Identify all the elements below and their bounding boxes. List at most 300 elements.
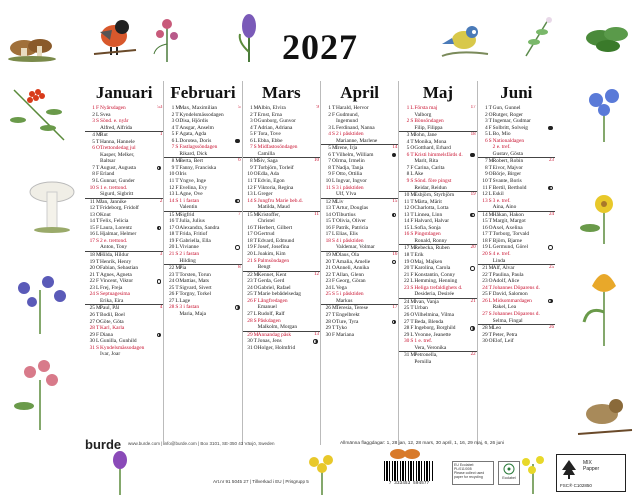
day-row (478, 264, 555, 272)
weekday-letter: O (410, 258, 415, 265)
moon-phase-icon (235, 305, 240, 310)
day-number: 7 (328, 158, 331, 165)
weekday-letter: T (175, 178, 179, 185)
week-number: 16 (392, 252, 398, 258)
day-name-text: Midfastosöndagen (257, 144, 298, 151)
day-number: 3 (249, 118, 253, 125)
day-number: 10 (168, 171, 175, 178)
weekday-letter: M (410, 298, 416, 305)
day-number: 1 (328, 105, 331, 111)
day-number: 16 (247, 224, 253, 231)
weekday-letter: S (332, 291, 335, 298)
weekday-letter: M (96, 252, 101, 259)
day-name-text: Nadja, Tanja (336, 164, 364, 171)
weekday-letter: M (253, 331, 259, 338)
month-column-mars (242, 81, 320, 445)
bullfinch-bird-icon (92, 14, 138, 58)
day-number: 11 (404, 198, 410, 205)
day-number: 19 (325, 252, 331, 259)
weekday-letter: S (96, 184, 99, 191)
weekday-letter: O (410, 311, 415, 318)
day-name-text: Hemming, Henning (414, 278, 458, 285)
weekday-letter: F (332, 171, 335, 178)
weekday-letter: F (175, 291, 179, 298)
weekday-letter: F (175, 184, 179, 191)
weekday-letter: S (175, 251, 179, 258)
weekday-letter: F (96, 278, 99, 285)
day-number: 20 (89, 265, 95, 272)
day-row (321, 332, 398, 339)
day-name-text: Trettondedag jul (100, 145, 136, 152)
weekday-letter: M (253, 271, 259, 278)
day-name-text: 2 e. trettond. (100, 237, 128, 244)
day-row (243, 345, 320, 352)
day-name-text: Teresia, Terese (336, 305, 369, 312)
day-number: 17 (247, 231, 253, 238)
day-name-text: Hanna, Hannele (100, 138, 135, 145)
day-number: 27 (168, 297, 175, 304)
weekday-letter: T (253, 124, 257, 131)
day-name-text: Ingeborg, Borghild (414, 325, 456, 332)
pink-blossom-icon (4, 350, 76, 430)
day-number: 22 (325, 271, 331, 278)
day-name-text: Greger (257, 191, 273, 198)
weekday-letter: O (96, 211, 100, 218)
day-number: 6 (328, 151, 331, 158)
day-name-text: Första maj (414, 105, 438, 111)
day-number: 29 (403, 331, 410, 338)
day-name-text: Sigvard, Sivert (179, 284, 212, 291)
day-number: 2 (484, 111, 488, 118)
weekday-letter: T (410, 198, 414, 205)
day-name-text: Urban (414, 305, 428, 312)
weekday-letter: T (332, 258, 336, 265)
day-name-text: Felix, Felicia (100, 218, 129, 225)
weekday-letter: M (410, 352, 416, 359)
weekday-letter: L (253, 310, 257, 317)
day-name-text: Allan, Glenn (336, 271, 364, 278)
month-column-januari (85, 81, 163, 445)
day-name-text: Palmsöndagen (257, 257, 290, 264)
weekday-letter: M (488, 158, 494, 165)
day-name-text: Harald, Hervor (336, 105, 369, 111)
day-number: 11 (169, 178, 175, 185)
day-number: 15 (403, 224, 410, 231)
day-number: 7 (171, 144, 175, 151)
day-name-text: Bengt (257, 264, 271, 271)
day-name-text: Marianne, Marlene (336, 137, 378, 144)
weekday-letter: L (488, 131, 492, 138)
weekday-letter: F (175, 237, 179, 244)
fsc-certification-box (556, 454, 626, 492)
day-number: 9 (328, 171, 331, 178)
day-name-text: 1 i fastan (179, 197, 200, 204)
weekday-letter: L (96, 284, 100, 291)
day-name-text: Björn, Bjarne (492, 237, 522, 244)
day-number: 8 (484, 164, 488, 171)
weekday-letter: T (253, 111, 257, 118)
day-number: 5 (92, 138, 95, 145)
weekday-letter: S (175, 197, 179, 204)
day-name-text: Rutger, Roger (492, 111, 523, 118)
day-number: 21 (325, 265, 331, 272)
weekday-letter: F (488, 291, 492, 298)
day-name-text: Dorotea, Doris (179, 137, 212, 144)
weekday-letter: F (96, 105, 99, 111)
day-name-text: Mariana (336, 331, 354, 338)
day-number: 24 (325, 284, 331, 291)
day-number: 24 (247, 284, 253, 291)
day-number: 10 (325, 178, 331, 185)
day-name-text: Mattias, Mats (179, 278, 209, 285)
day-name-text: Märta, Märit (414, 198, 442, 205)
weekday-letter: L (410, 331, 414, 338)
month-name: April (340, 83, 380, 102)
yellow-wildflower-bottom-icon (300, 450, 344, 495)
weekday-letter: T (488, 178, 492, 185)
weekday-letter: T (175, 284, 179, 291)
day-number: 15 (325, 218, 331, 225)
day-name-text: Malkolm, Morgan (257, 324, 298, 331)
day-number: 14 (247, 197, 253, 204)
day-name-text: 5 i påsktiden (336, 291, 364, 298)
fsc-mix-text (583, 460, 599, 472)
day-name-text: Nationaldagen (492, 137, 525, 144)
day-number: 27 (482, 310, 488, 317)
day-name-text: Johannes Döparens d. (492, 284, 540, 291)
day-number: 15 (247, 211, 253, 218)
weekday-letter: S (410, 231, 414, 238)
day-name-text: Maria, Maja (179, 310, 206, 317)
day-name-text: Holger, Holmfrid (257, 344, 296, 351)
moon-phase-icon (392, 260, 397, 265)
day-number: 22 (403, 278, 410, 285)
day-number: 30 (89, 338, 95, 345)
moon-phase-icon (392, 213, 397, 218)
day-number: 16 (403, 231, 410, 238)
day-name-text: Svante, Boris (492, 178, 522, 185)
day-name-text: Konstantin, Conny (414, 271, 456, 278)
bird-perched-icon (574, 388, 636, 440)
day-name-text: Pia (179, 265, 187, 272)
moon-phase-icon (470, 326, 475, 331)
day-row (85, 131, 163, 139)
ecolabel-info-box (452, 461, 494, 485)
week-number: 17 (392, 305, 398, 311)
moon-phase-icon (470, 266, 475, 271)
ecolabel-logo (498, 461, 520, 485)
day-number: 31 (89, 344, 95, 351)
day-name-text: Bönsöndagen (414, 118, 444, 125)
weekday-letter: O (488, 111, 493, 118)
day-name-text: Elof, Leif (492, 338, 514, 345)
weekday-letter: T (410, 211, 414, 218)
day-name-text: Ebba, Ebbe (257, 137, 283, 144)
day-number: 24 (89, 291, 95, 298)
day-number: 26 (403, 311, 410, 318)
day-name-text: Johannes Döparens d. (492, 310, 540, 317)
day-name-text: Ture, Tyra (336, 318, 359, 325)
day-name-text: 3 e. tref. (492, 197, 511, 204)
day-row (164, 157, 241, 165)
weekday-letter: L (488, 191, 492, 198)
day-name-text: Rakel, Lea (492, 304, 517, 311)
day-name-text: August, Augusta (100, 164, 136, 171)
day-name-text: Evelina, Evy (179, 184, 208, 191)
day-number: 18 (89, 252, 95, 259)
day-name-text: Linda (492, 257, 506, 264)
day-name-text: Adolf, Alice (492, 278, 520, 285)
day-list (85, 105, 163, 358)
moon-phase-icon (548, 126, 553, 131)
weekday-letter: L (175, 191, 179, 198)
day-name-text: Sönd. e. nyår (100, 118, 129, 125)
day-name-text: Linnea, Linn (414, 211, 443, 218)
day-number: 23 (89, 284, 95, 291)
day-name-text: Hjalmar, Helmer (100, 231, 137, 238)
weekday-letter: M (488, 325, 494, 332)
day-number: 22 (482, 271, 488, 278)
day-number: 23 (403, 284, 410, 291)
day-name-text: Solbritt, Solveig (492, 124, 528, 131)
day-number: 11 (325, 184, 331, 191)
day-name-text: Selma, Fingal (492, 317, 523, 324)
day-number: 12 (247, 184, 253, 191)
day-name-text: Diana (100, 331, 113, 338)
day-number: 25 (482, 291, 488, 298)
weekday-letter: O (488, 224, 493, 231)
day-name-text: Torborg, Torvald (492, 231, 530, 238)
weekday-letter: F (332, 278, 335, 285)
day-number: 10 (247, 171, 253, 178)
day-name-text: Gerda, Gerd (257, 278, 285, 285)
weekday-letter: O (410, 205, 415, 212)
day-number: 20 (403, 265, 410, 272)
day-number: 8 (171, 158, 175, 165)
day-number: 21 (168, 251, 175, 258)
day-number: 15 (168, 211, 175, 218)
day-name-text: Josef, Josefina (257, 244, 290, 251)
yellow-flower-icon (572, 188, 636, 244)
day-name-text: Viktoria, Regina (257, 184, 294, 191)
day-name-text: Berta, Bert (179, 158, 203, 165)
calendar-grid (85, 81, 555, 445)
day-name-text: Otto, Ottilia (336, 171, 363, 178)
weekday-letter: M (332, 252, 337, 259)
day-name-text: Petronella, (414, 352, 438, 359)
day-number: 1 (171, 105, 175, 111)
weekday-letter: F (410, 164, 414, 171)
week-number: 3 (159, 252, 163, 258)
day-name-text: Axel, Axelina (492, 224, 523, 231)
day-name-text: Margit, Margot (492, 218, 526, 225)
day-name-text: Artur, Douglas (336, 205, 369, 212)
weekday-letter: L (410, 224, 414, 231)
weekday-letter: S (96, 118, 99, 125)
mushroom-illustration-icon (6, 18, 58, 62)
day-name-text: Agne, Ove (179, 191, 203, 198)
day-name-text: Gabriel, Rafael (257, 284, 291, 291)
week-number: 4 (159, 305, 163, 311)
month-column-juni (477, 81, 555, 445)
weekday-letter: O (332, 318, 336, 325)
weekday-letter: F (410, 218, 414, 225)
weekday-letter: L (488, 297, 492, 304)
weekday-letter: T (332, 205, 336, 212)
day-row (321, 198, 398, 206)
weekday-letter: L (410, 278, 414, 285)
weekday-letter: S (332, 184, 335, 191)
day-number: 25 (168, 284, 175, 291)
day-name-text: Laura, Lorentz (100, 224, 133, 231)
day-number: 24 (168, 278, 175, 285)
day-number: 1 (484, 105, 488, 111)
weekday-letter: S (175, 144, 179, 151)
weekday-letter: S (253, 257, 257, 264)
weekday-letter: F (96, 171, 99, 178)
weekday-letter: L (488, 244, 492, 251)
day-name-text: Charlotta, Lotta (414, 205, 449, 212)
day-name-text: Olaus, Ola (336, 252, 360, 259)
day-name-text: Albin, Elvira (257, 105, 286, 111)
day-number: 29 (247, 331, 253, 338)
day-name-text: Börje, Birger (492, 171, 522, 178)
day-number: 9 (484, 171, 488, 178)
day-name-text: Yvonne, Jeanette (414, 331, 451, 338)
weekday-letter: O (253, 171, 258, 178)
fsc-mix-label: MIX (583, 460, 592, 466)
day-name-text: David, Salomon (492, 291, 528, 298)
week-number: 2 (159, 198, 163, 204)
day-number: 8 (92, 171, 95, 178)
day-number: 16 (89, 231, 95, 238)
weekday-letter: T (488, 218, 492, 225)
day-name-text: John, Jane (414, 132, 437, 139)
day-number: 31 (403, 352, 410, 359)
day-name-text: Edla, Ada (257, 171, 279, 178)
weekday-letter: O (332, 265, 336, 272)
ecolabel-text: Ecolabel (502, 476, 516, 480)
day-name-text: Filip, Filippa (414, 124, 443, 131)
day-number: 9 (249, 164, 253, 171)
month-name: Februari (170, 83, 236, 102)
weekday-letter: L (175, 244, 179, 251)
day-row (399, 351, 476, 359)
weekday-letter: M (175, 105, 181, 111)
weekday-letter: T (96, 325, 100, 332)
day-name-text: Nyårsdagen (100, 105, 126, 111)
week-number: 18 (470, 132, 476, 138)
weekday-letter: M (410, 245, 416, 252)
day-number: 7 (92, 164, 95, 171)
day-name-text: 2 i fastan (179, 251, 200, 258)
day-name-text: Amalia, Amelie (336, 258, 371, 265)
day-number: 2 (92, 111, 95, 118)
day-name-text: Fastlagssöndagen (179, 144, 218, 151)
wildflower-illustration-icon (150, 14, 184, 62)
moon-phase-icon (548, 186, 553, 191)
day-number: 27 (247, 310, 253, 317)
weekday-letter: M (175, 211, 181, 218)
day-number: 14 (168, 197, 175, 204)
weekday-letter: O (96, 318, 100, 325)
weekday-letter: O (175, 224, 180, 231)
day-row (243, 157, 320, 165)
day-number: 17 (403, 245, 410, 252)
day-number: 2 (249, 111, 253, 118)
week-number: 24 (548, 211, 554, 217)
flag-days-note: Allmänna flaggdagar: 1, 28 jan, 12, 28 mars, 30 april, 1, 16, 29 maj, 6, 26 juni (340, 441, 504, 446)
weekday-letter: L (96, 231, 100, 238)
weekday-letter: F (332, 331, 335, 338)
weekday-letter: T (253, 278, 257, 285)
weekday-letter: T (175, 124, 179, 131)
moon-phase-icon (313, 339, 318, 344)
day-number: 11 (89, 198, 95, 205)
day-number: 29 (482, 331, 488, 338)
day-name-text: Alexandra, Sandra (179, 224, 220, 231)
weekday-letter: T (96, 271, 100, 278)
fsc-paper-label: Papper (583, 466, 600, 472)
day-name-text: Gotthard, Erhard (414, 145, 451, 152)
weekday-letter: T (410, 305, 414, 312)
ecolabel-code: EU Ecolabel: PL/011/005 (454, 463, 475, 471)
weekday-letter: O (332, 211, 336, 218)
day-name-text: Edvard, Edmund (257, 237, 295, 244)
day-number: 8 (249, 158, 253, 165)
day-name-text: Agnes, Agneta (100, 271, 132, 278)
day-name-text: Sofia, Sonja (414, 224, 441, 231)
weekday-letter: T (410, 318, 414, 325)
weekday-letter: T (488, 164, 492, 171)
week-number: 14 (392, 145, 398, 151)
weekday-letter: F (253, 131, 257, 138)
day-number: 30 (247, 338, 253, 345)
day-name-text: 2 e. tref. (492, 144, 511, 151)
day-name-text: Peter, Petra (492, 331, 518, 338)
day-name-text: Markus (336, 297, 353, 304)
day-name-text: Ivan, Vanja (414, 298, 439, 305)
moon-phase-icon (157, 226, 162, 231)
day-name-text: Bodil, Boel (100, 311, 125, 318)
weekday-letter: L (332, 284, 336, 291)
day-name-text: 3 i påsktiden (336, 184, 364, 191)
barcode-bars (384, 461, 434, 481)
day-number: 19 (247, 244, 253, 251)
day-row (243, 211, 320, 219)
day-number: 6 (484, 137, 488, 144)
weekday-letter: S (253, 317, 257, 324)
weekday-letter: O (488, 338, 493, 345)
weekday-letter: T (332, 151, 336, 158)
weekday-letter: L (253, 251, 257, 258)
weekday-letter: T (175, 164, 179, 171)
day-number: 4 (171, 124, 175, 131)
day-row-continuation (399, 359, 476, 366)
day-number: 4 (92, 132, 95, 139)
weekday-letter: L (332, 178, 336, 185)
month-name: Mars (261, 83, 301, 102)
day-number: 19 (403, 258, 410, 265)
weekday-letter: T (253, 164, 257, 171)
day-number: 28 (168, 304, 175, 311)
day-name-text: Kristi himmelsfärds d. (414, 151, 463, 158)
day-row (164, 264, 241, 272)
day-number: 26 (325, 305, 331, 312)
day-number: 10 (482, 178, 488, 185)
ecolabel-flower-icon (502, 463, 516, 475)
moon-phase-icon (392, 320, 397, 325)
